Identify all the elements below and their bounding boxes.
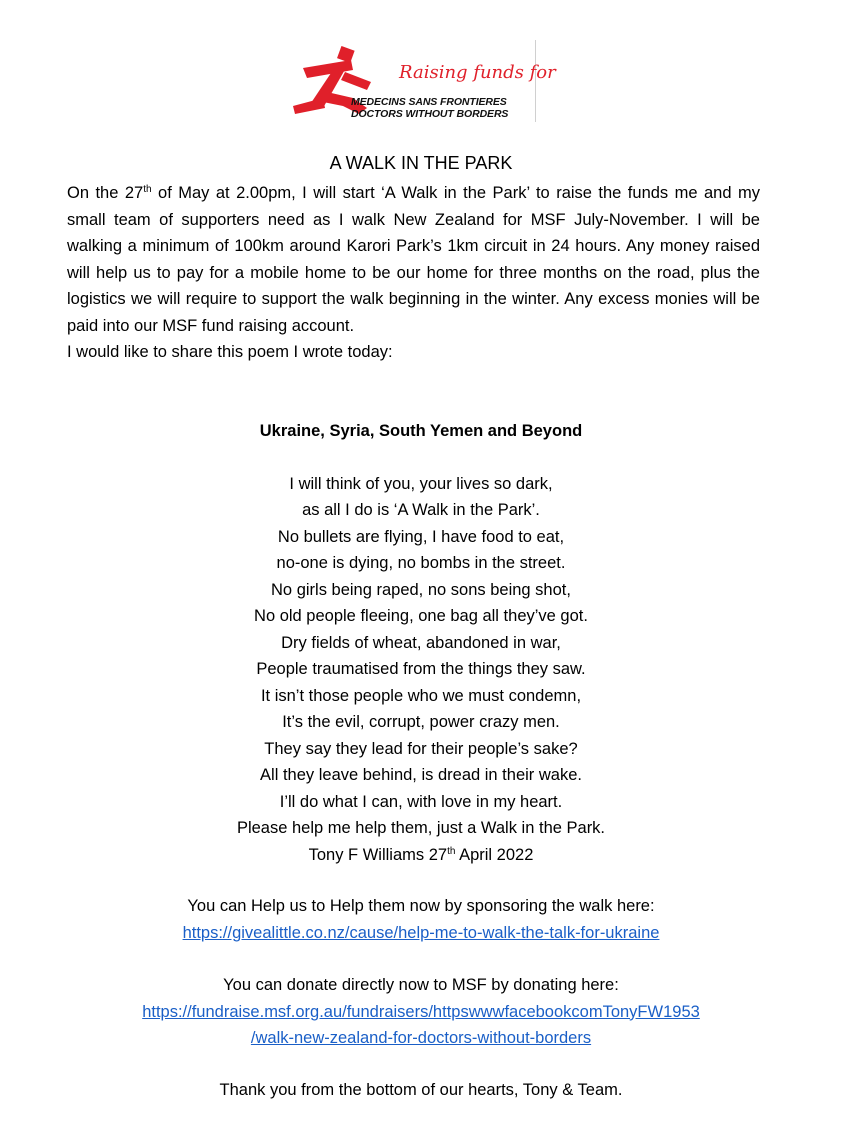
poem-line: People traumatised from the things they saw. bbox=[256, 660, 586, 678]
logo-tagline: Raising funds for bbox=[399, 62, 556, 83]
givealittle-link[interactable]: https://givealittle.co.nz/cause/help-me-to-walk-the-talk-for-ukraine bbox=[182, 923, 660, 942]
signature-suffix: April 2022 bbox=[455, 845, 534, 864]
logo-org-line-2: DOCTORS WITHOUT BORDERS bbox=[351, 108, 509, 120]
logo-org-line-1: MEDECINS SANS FRONTIERES bbox=[351, 96, 507, 108]
poem-line: It’s the evil, corrupt, power crazy men. bbox=[282, 713, 560, 731]
msf-fundraise-link-line-2[interactable]: /walk-new-zealand-for-doctors-without-borders bbox=[250, 1029, 592, 1047]
poem-line: Please help me help them, just a Walk in the Park. bbox=[236, 819, 606, 837]
poem-line: I’ll do what I can, with love in my heart. bbox=[279, 792, 563, 811]
poem-line: as all I do is ‘A Walk in the Park’. bbox=[302, 501, 540, 519]
poem-signature bbox=[0, 842, 842, 869]
signature-prefix: Tony F Williams 27 bbox=[308, 845, 448, 864]
msf-fundraise-link-line-1[interactable]: https://fundraise.msf.org.au/fundraisers/httpswwwfacebookcomTonyFW1953 bbox=[142, 1002, 700, 1021]
poem-title: Ukraine, Syria, South Yemen and Beyond bbox=[259, 422, 583, 440]
intro-body: of May at 2.00pm, I will start ‘A Walk in the Park’ to raise the funds me and my small team of supporters need as I walk New Zealand for MSF July-November. I will be walking a minimum of 100km around Karori Park’s 1km circuit in 24 hours. Any money raised will help us to pay for a mobile home to be our home for three months on the road, plus the logistics we will require to support the walk beginning in the winter. Any excess monies will be paid into our MSF fund raising account. bbox=[67, 184, 760, 335]
logo-org-name bbox=[351, 96, 531, 120]
poem-line: No girls being raped, no sons being shot, bbox=[271, 580, 571, 599]
thank-you-text: Thank you from the bottom of our hearts, Tony & Team. bbox=[219, 1081, 623, 1099]
intro-date-prefix: On the 27 bbox=[67, 184, 144, 202]
donate-text: You can donate directly now to MSF by donating here: bbox=[223, 976, 619, 994]
poem-line: They say they lead for their people’s sake? bbox=[264, 739, 578, 758]
poem-line: no-one is dying, no bombs in the street. bbox=[276, 554, 566, 572]
poem-line: Dry fields of wheat, abandoned in war, bbox=[281, 633, 561, 652]
donate-section bbox=[0, 972, 842, 1052]
poem-line: It isn’t those people who we must condemn, bbox=[260, 686, 582, 705]
poem bbox=[0, 418, 842, 868]
msf-logo bbox=[291, 40, 556, 122]
poem-intro-line: I would like to share this poem I wrote today: bbox=[67, 343, 393, 361]
sponsor-section bbox=[0, 893, 842, 946]
intro-date-suffix: th bbox=[143, 184, 152, 195]
sponsor-text: You can Help us to Help them now by sponsoring the walk here: bbox=[187, 897, 655, 915]
signature-date-suffix: th bbox=[447, 845, 456, 857]
msf-fundraise-link[interactable] bbox=[0, 999, 842, 1052]
poem-line: No bullets are flying, I have food to eat, bbox=[277, 527, 565, 546]
poem-line: I will think of you, your lives so dark, bbox=[289, 474, 553, 493]
poem-line: No old people fleeing, one bag all they’ve got. bbox=[254, 607, 588, 625]
intro-text bbox=[67, 180, 760, 366]
intro-paragraph bbox=[67, 180, 760, 339]
poem-line: All they leave behind, is dread in their wake. bbox=[260, 766, 582, 784]
page-title: A WALK IN THE PARK bbox=[329, 153, 513, 173]
